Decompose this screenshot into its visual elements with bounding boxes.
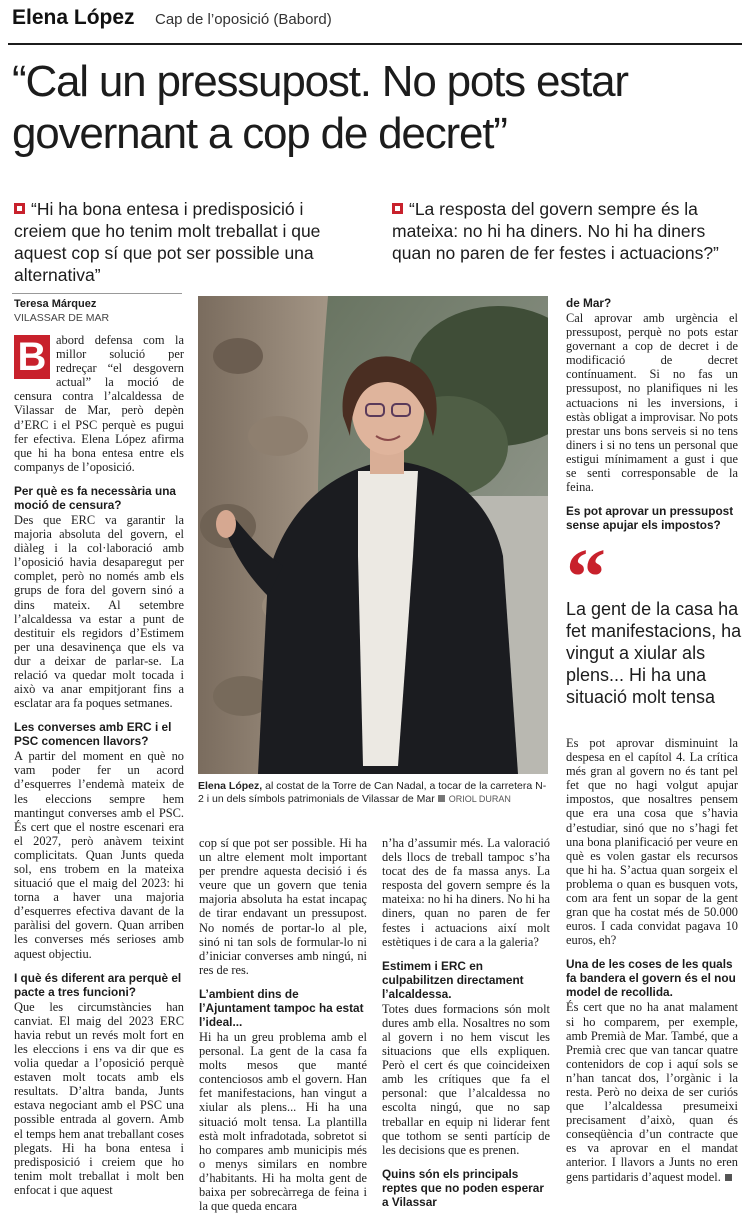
answer: Des que ERC va garantir la majoria absoluta del govern, el diàleg i la col·laboració amb l’oposició havia desaparegut per complet, però no només amb els grups de fora del govern sinó a dins mateix. Al setembre l’alcaldessa va estar a punt de destituir els regidors d’Estimem per una desavinença que els va dur a deixar de parlar-se. La relació va quedar molt tocada i això va anar empitjorant fins a esclatar ara fa poques setmanes.	[14, 512, 184, 711]
bullet-square-icon	[392, 203, 403, 214]
author-place: VILASSAR DE MAR	[14, 312, 110, 324]
end-mark-icon	[725, 1174, 732, 1181]
quote-mark-icon: “	[566, 534, 606, 622]
article-column-1	[14, 333, 184, 1197]
divider	[12, 293, 182, 294]
question: I què és diferent ara perquè el pacte a tres funcioni?	[14, 970, 182, 999]
answer: És cert que no ha anat malament si ho comparem, per exemple, amb Premià de Mar. També, que a Premià crec que van tancar quatre contenidors de cop i aquí sols se n’han tancat dos, l’orgànic i la resta. Però no deixa de ser curiós que l’alcaldessa presumeixi precisament d’això, quan és conseqüència d’un contracte que es va aprovar en el mandat anterior. I llavors a Junts no eren gens partidaris d’aquest model.	[566, 1000, 738, 1184]
answer: Es pot aprovar disminuint la despesa en el capítol 4. La crítica més gran al govern no és tant pel fet que no hagi volgut apujar impostos, que nosaltres pensem que era una cosa que s’havia d’estudiar, sinó que no s’hagi fet una bona planificació per veure en què es volen gastar els recursos que hi ha. S’actua quan sorgeix el problema o quan es busquen vots, com ara fent un sopar de la gent gran que ha costat més de 50.000 euros. I cada convidat pagava 10 euros, eh?	[566, 736, 738, 948]
article-column-4-top	[566, 296, 738, 533]
answer: Cal aprovar amb urgència el pressupost, perquè no pots estar governant a cop de decret i de modificació de decret contínuament. Si no fas un pressupost, no planifiques ni les actuacions ni les inversions, i estàs obligat a improvisar. No pots prestar uns bons serveis si no tens diners i si no tens un personal que estigui mínimament a gust i que se senti corresponsable de la feina.	[566, 311, 738, 495]
article-column-3	[382, 836, 550, 1210]
interviewee-role: Cap de l’oposició (Babord)	[155, 11, 332, 28]
question: Es pot aprovar un pressupost sense apujar els impostos?	[566, 504, 734, 533]
bullet-square-icon	[14, 203, 25, 214]
dropcap: B	[14, 335, 50, 379]
question: Quins són els principals reptes que no poden esperar a Vilassar	[382, 1166, 544, 1209]
question: Les converses amb ERC i el PSC comencen llavors?	[14, 720, 172, 749]
answer: n’ha d’assumir més. La valoració dels llocs de treball tampoc s’ha tocat des de fa massa anys. La resposta del govern sempre és la mateixa: no hi ha diners. No hi ha diners, quan no paren de fer festes i actuacions així molt estètiques i de cara a la galeria?	[382, 836, 550, 949]
answer: Que les circumstàncies han canviat. El maig del 2023 ERC havia rebut un revés molt fort en les eleccions i ens va dir que es volia quedar a l’oposició perquè estaven molt tocats amb els resultats. D’altra banda, Junts estava negociant amb el PSC una possible entrada al govern. Amb el temps hem anat treballant coses plegats. Hi ha bona entesa i predisposició i creiem que ho tenim molt treballat i molt ben enfocat i que aquest	[14, 999, 184, 1197]
question: L’ambient dins de l’Ajuntament tampoc ha estat l’ideal...	[199, 986, 364, 1029]
answer: cop sí que pot ser possible. Hi ha un altre element molt important per prendre aquesta decisió i és veure que un govern que tenia majoria absoluta ha estat incapaç de tirar endavant un pressupost. No només de portar-lo al ple, sinó ni tan sols de formular-lo ni d’iniciar converses amb ningú, ni res de res.	[199, 836, 367, 977]
section-header	[0, 0, 750, 50]
question: de Mar?	[566, 296, 612, 310]
article-column-2	[199, 836, 367, 1213]
pullquote-text: “Hi ha bona entesa i predisposició i creiem que ho tenim molt treballat i que aquest cop sí que pot ser possible una alternativa”	[14, 199, 321, 285]
headline: “Cal un pressupost. No pots estar governant a cop de decret”	[12, 57, 628, 158]
answer: Hi ha un greu problema amb el personal. La gent de la casa fa molts mesos que manté contenciosos amb el govern. Han fet manifestacions, han vingut a xiular als plens... Hi ha una situació molt tensa. La plantilla està molt infradotada, sobretot si ho compares amb municipis més o menys similars en nombre d’habitants. Hi ha molta gent de baixa per sobrecàrrega de feina i la que queda encara	[199, 1029, 367, 1213]
caption-name: Elena López,	[198, 780, 263, 792]
photo-illustration	[198, 296, 548, 774]
question: Estimem i ERC en culpabilitzen directament l’alcaldessa.	[382, 958, 524, 1001]
pullquote-right	[392, 198, 732, 264]
author-name: Teresa Márquez	[14, 298, 97, 310]
intro-text: abord defensa com la millor solució per redreçar “el desgovern actual” la moció de censura contra l’alcaldessa de Vilassar de Mar, però depèn d’ERC i el PSC perquè es pugui fer efectiva. Elena López afirma que hi ha bona entesa entre els companys de l’oposició.	[14, 333, 184, 474]
highlight-quote: La gent de la casa ha fet manifestacions, ha vingut a xiular als plens... Hi ha una situació molt tensa	[566, 599, 742, 707]
answer: Totes dues formacions són molt dures amb ella. Nosaltres no som al govern i no hem viscut les situacions que ells expliquen. Però el cert és que coincideixen amb les crítiques que fa el personal: que l’alcaldessa no escolta ningú, que no sap treballar en equip ni liderar fent que tothom se senti partícip de les decisions que es prenen.	[382, 1001, 550, 1157]
credit-square-icon	[438, 795, 445, 802]
interviewee-name: Elena López	[12, 6, 135, 29]
pullquote-left	[14, 198, 354, 286]
answer: A partir del moment en què no vam poder fer un acord d’esquerres l’endemà mateix de les eleccions sempre hem mantingut converses amb el PSC. És cert que el nostre escenari era el 2027, però anàvem teixint complicitats. Quan Junts queda sol, ens trobem en la mateixa situació que el maig del 2023: hi torna a haver una majoria d’esquerres efectiva davant de la paràlisi del govern. Quan arriben les converses més serioses amb aquest objectiu.	[14, 749, 184, 961]
pullquote-text: “La resposta del govern sempre és la mateixa: no hi ha diners. No hi ha diners quan no paren de fer festes i actuacions?”	[392, 199, 719, 263]
photo-caption	[198, 780, 550, 806]
caption-text: al costat de la Torre de Can Nadal, a tocar de la carretera N-2 i un dels símbols patrimonials de Vilassar de Mar	[198, 780, 547, 805]
question: Per què es fa necessària una moció de censura?	[14, 483, 176, 512]
portrait-photo	[198, 296, 548, 774]
photo-credit: ORIOL DURAN	[448, 794, 511, 804]
article-column-4-bottom	[566, 736, 738, 1184]
question: Una de les coses de les quals fa bandera el govern és el nou model de recollida.	[566, 957, 736, 1000]
header-rule	[8, 43, 742, 45]
